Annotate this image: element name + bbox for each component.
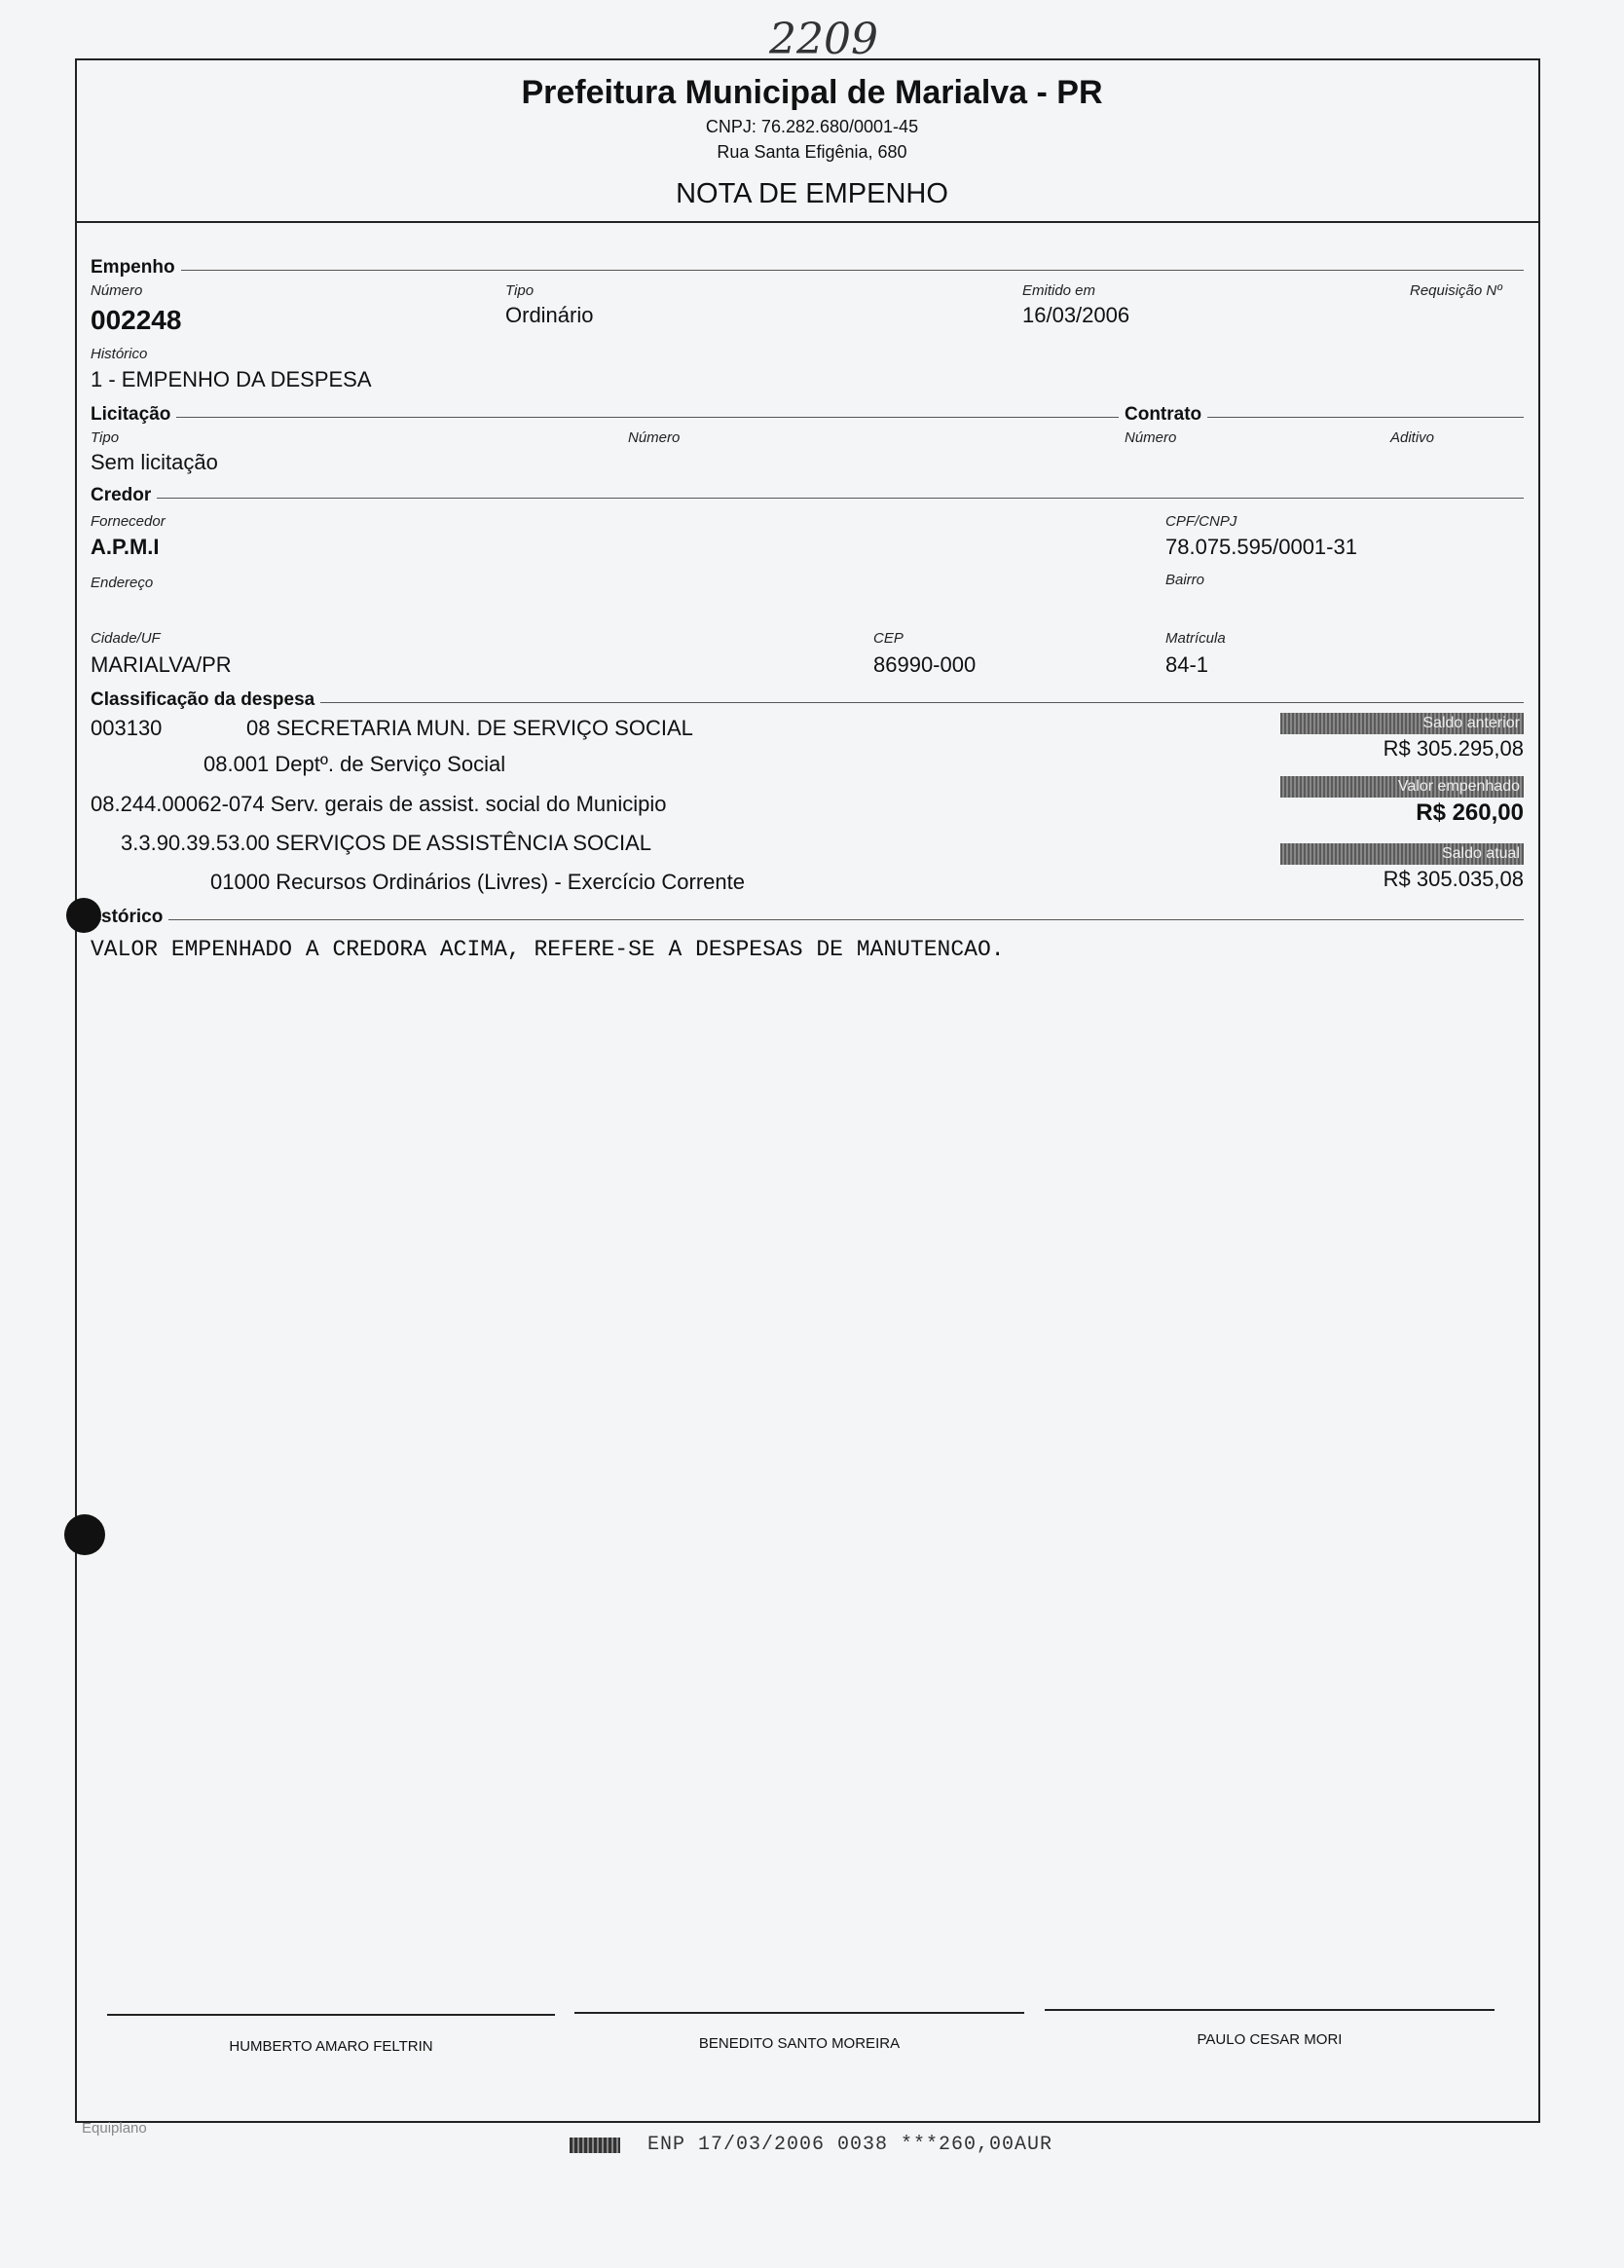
empenho-numero: 002248	[91, 305, 182, 335]
cpf-cnpj: 78.075.595/0001-31	[1165, 535, 1357, 559]
licitacao-tipo-label: Tipo	[91, 429, 120, 446]
stamp-barcode	[570, 2138, 620, 2153]
historico-rule	[91, 919, 1524, 920]
register-stamp: ENP 17/03/2006 0038 ***260,00AUR	[647, 2134, 1053, 2156]
classificacao-section-title: Classificação da despesa	[91, 689, 320, 711]
bairro-label: Bairro	[1165, 572, 1205, 588]
signature-name-1: HUMBERTO AMARO FELTRIN	[229, 2038, 433, 2055]
empenho-historico: 1 - EMPENHO DA DESPESA	[91, 367, 372, 391]
licitacao-section-title: Licitação	[91, 404, 176, 426]
signature-line-3	[1045, 2009, 1495, 2011]
credor-section-title: Credor	[91, 485, 157, 506]
classificacao-line-2: 08.001 Deptº. de Serviço Social	[203, 752, 506, 776]
licitacao-numero-label: Número	[628, 429, 681, 446]
contrato-section-title: Contrato	[1119, 404, 1207, 426]
cidade-uf: MARIALVA/PR	[91, 652, 232, 677]
doc-title: NOTA DE EMPENHO	[676, 178, 948, 209]
cidade-label: Cidade/UF	[91, 630, 161, 647]
empenho-historico-label: Histórico	[91, 346, 148, 362]
licitacao-rule	[91, 417, 1524, 418]
empenho-tipo-label: Tipo	[505, 282, 535, 299]
matricula-label: Matrícula	[1165, 630, 1226, 647]
signature-name-3: PAULO CESAR MORI	[1197, 2031, 1343, 2048]
header-divider	[75, 221, 1540, 223]
punch-hole	[64, 1514, 105, 1555]
empenho-section-title: Empenho	[91, 257, 181, 279]
org-cnpj: CNPJ: 76.282.680/0001-45	[705, 117, 919, 136]
cep-value: 86990-000	[873, 652, 977, 677]
footer-brand: Equiplano	[82, 2120, 147, 2137]
cpf-cnpj-label: CPF/CNPJ	[1165, 513, 1237, 530]
matricula-value: 84-1	[1165, 652, 1209, 677]
requisicao-label: Requisição Nº	[1410, 282, 1502, 299]
valor-empenhado-label: Valor empenhado	[1280, 776, 1524, 798]
saldo-atual-value: R$ 305.035,08	[1383, 867, 1524, 891]
contrato-numero-label: Número	[1125, 429, 1177, 446]
emitido-label: Emitido em	[1022, 282, 1096, 299]
cep-label: CEP	[873, 630, 904, 647]
org-name: Prefeitura Municipal de Marialva - PR	[521, 74, 1103, 111]
historico-section-title: stórico	[101, 907, 168, 928]
licitacao-tipo: Sem licitação	[91, 450, 218, 474]
signature-line-2	[574, 2012, 1024, 2014]
saldo-anterior-value: R$ 305.295,08	[1383, 736, 1524, 761]
fornecedor-label: Fornecedor	[91, 513, 166, 530]
empenho-numero-label: Número	[91, 282, 143, 299]
punch-hole	[66, 898, 101, 933]
emitido-date: 16/03/2006	[1022, 303, 1130, 327]
classificacao-line-1: 08 SECRETARIA MUN. DE SERVIÇO SOCIAL	[246, 716, 693, 740]
saldo-atual-label: Saldo atual	[1280, 843, 1524, 865]
endereco-label: Endereço	[91, 575, 154, 591]
classificacao-code: 003130	[91, 716, 163, 740]
signature-line-1	[107, 2014, 555, 2016]
empenho-tipo: Ordinário	[505, 303, 594, 327]
classificacao-line-5: 01000 Recursos Ordinários (Livres) - Exercício Corrente	[210, 870, 745, 894]
signature-name-2: BENEDITO SANTO MOREIRA	[698, 2035, 901, 2052]
classificacao-line-4: 3.3.90.39.53.00 SERVIÇOS DE ASSISTÊNCIA SOCIAL	[121, 831, 651, 855]
org-address: Rua Santa Efigênia, 680	[717, 142, 907, 162]
historico-text: VALOR EMPENHADO A CREDORA ACIMA, REFERE-SE A DESPESAS DE MANUTENCAO.	[91, 937, 1005, 962]
saldo-anterior-label: Saldo anterior	[1280, 713, 1524, 734]
contrato-aditivo-label: Aditivo	[1390, 429, 1435, 446]
classificacao-line-3: 08.244.00062-074 Serv. gerais de assist. social do Municipio	[91, 792, 667, 816]
credor-rule	[91, 498, 1524, 499]
fornecedor-name: A.P.M.I	[91, 535, 160, 559]
handwritten-number: 2209	[769, 15, 878, 64]
valor-empenhado-value: R$ 260,00	[1416, 799, 1524, 826]
empenho-rule	[91, 270, 1524, 271]
